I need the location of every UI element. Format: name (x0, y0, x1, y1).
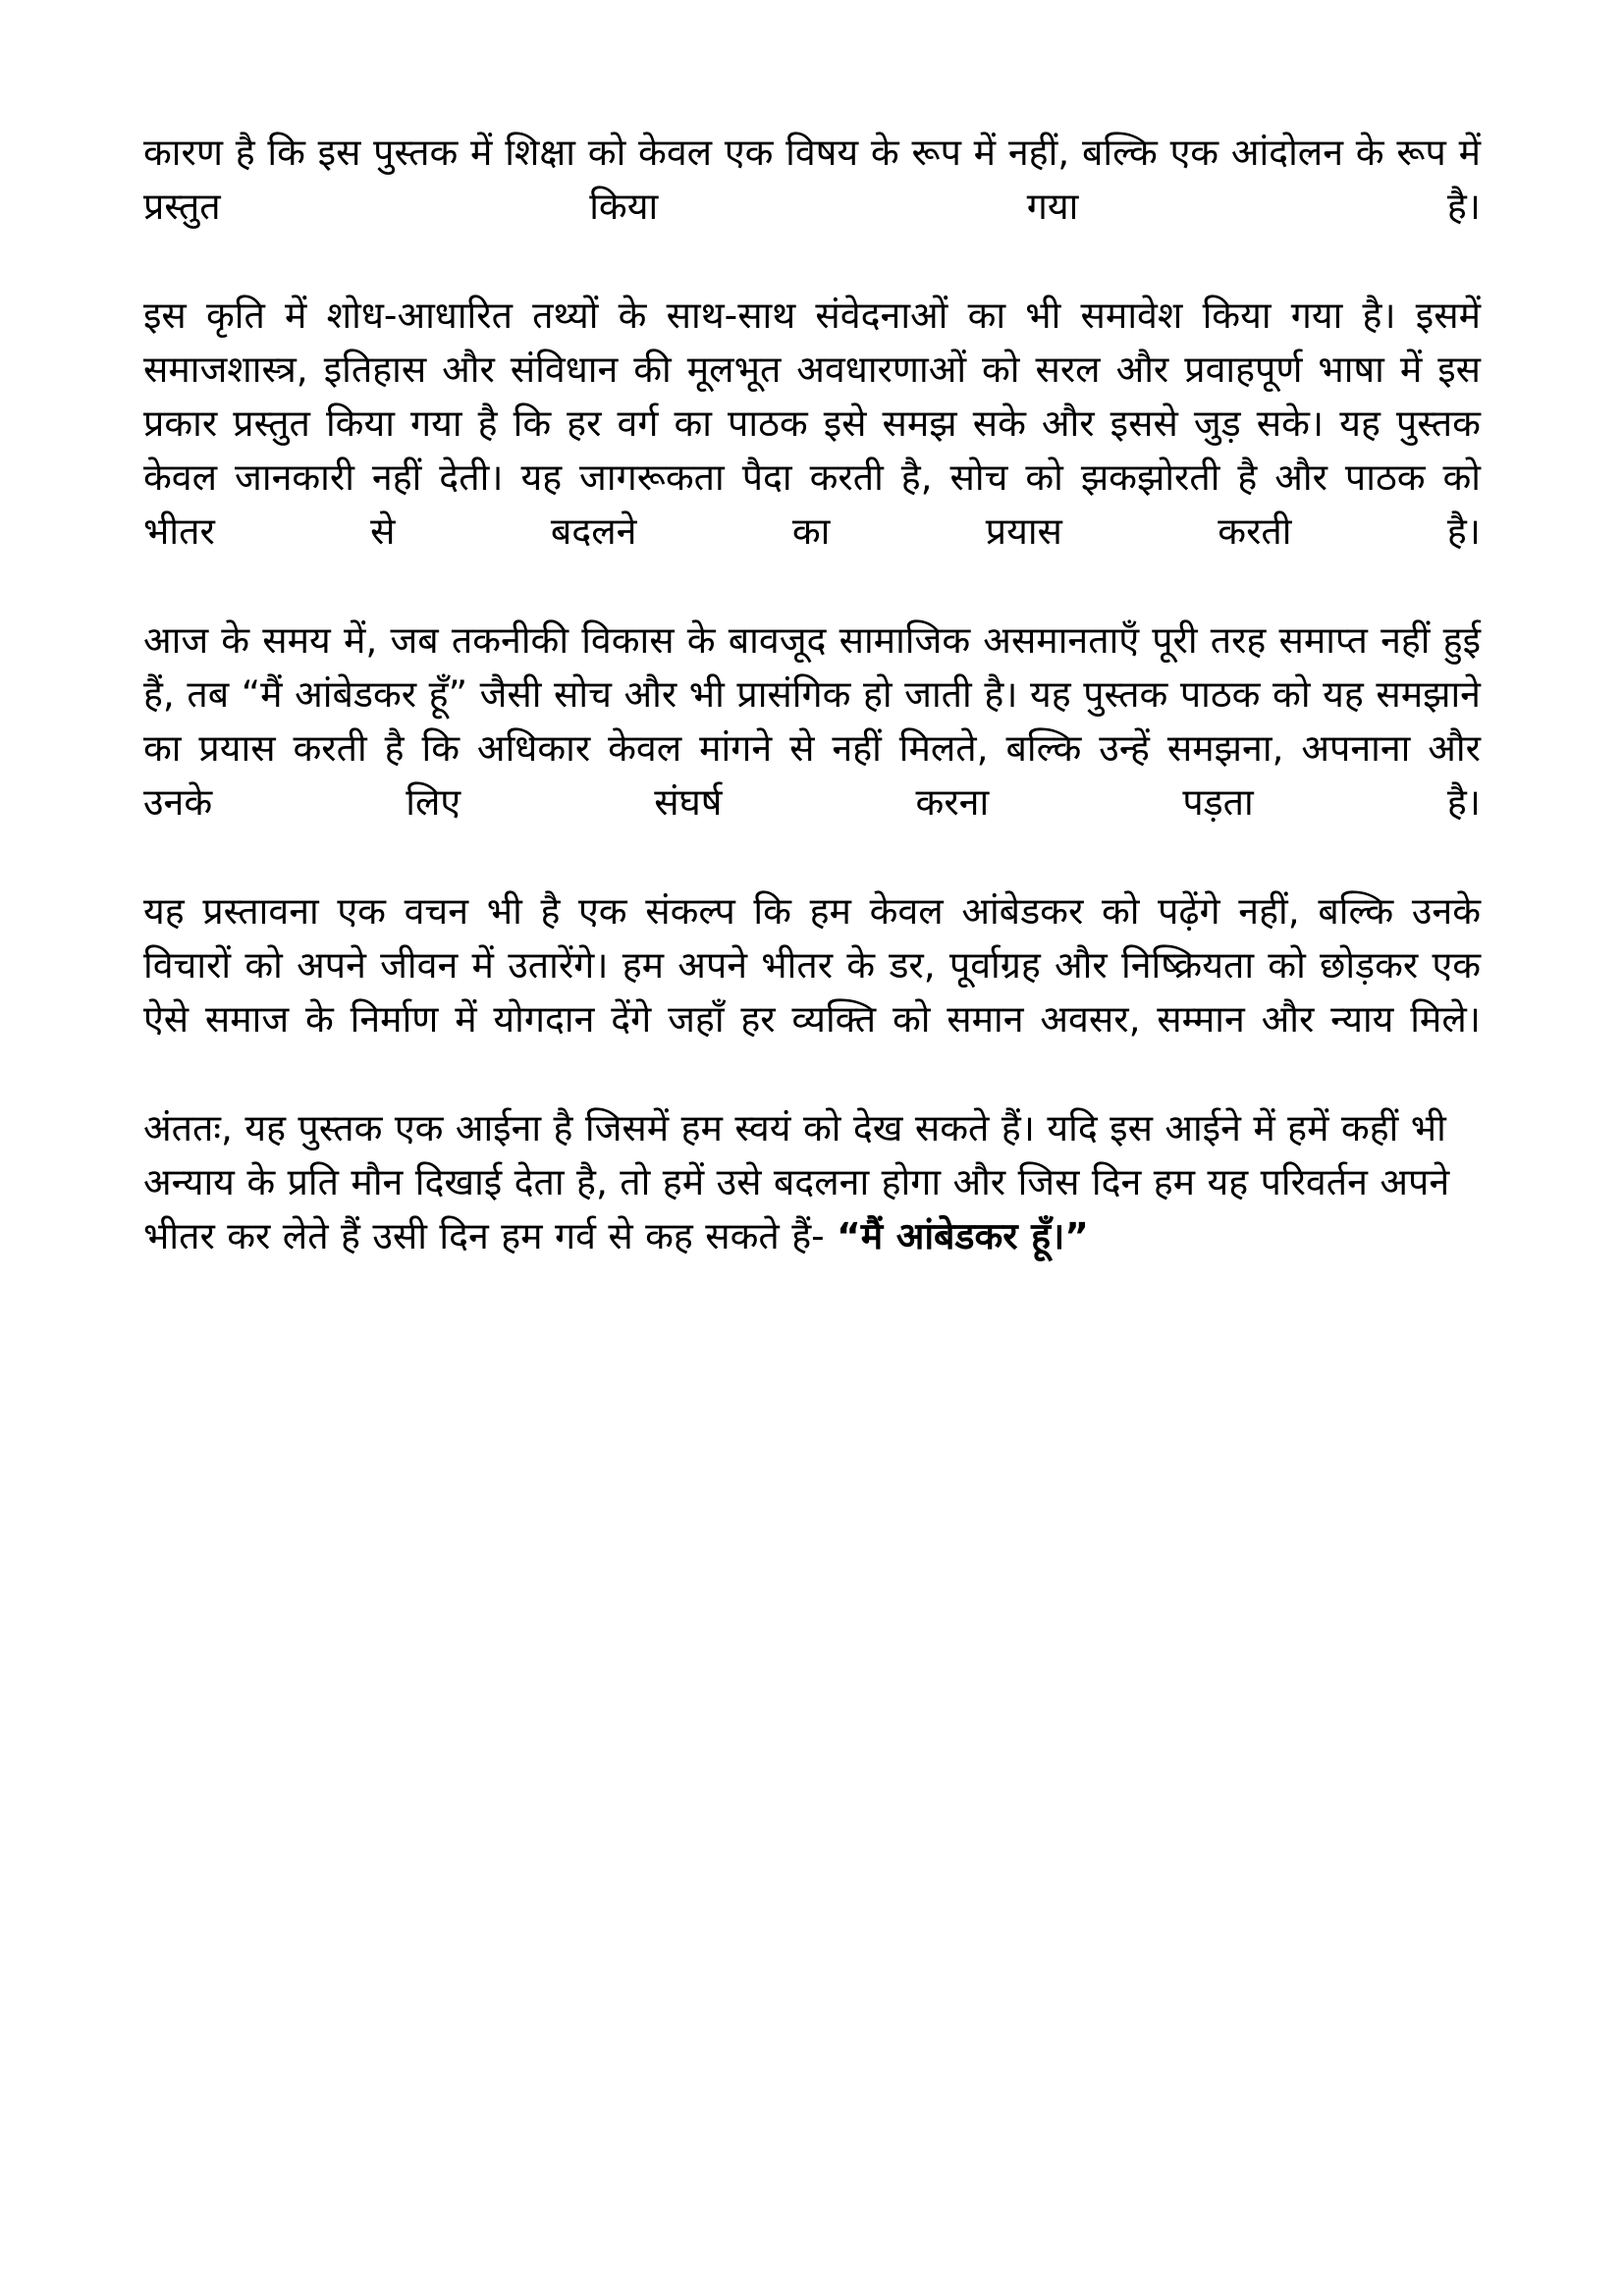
paragraph-3: आज के समय में, जब तकनीकी विकास के बावजूद सामाजिक असमानताएँ पूरी तरह समाप्त नहीं हुई हैं, तब “मैं आंबेडकर हूँ” जैसी सोच और भी प्रासंगिक हो जाती है। यह पुस्तक पाठक को यह समझाने का प्रयास करती है कि अधिकार केवल मांगने से नहीं मिलते, बल्कि उन्हें समझना, अपनाना और उनके लिए संघर्ष करना पड़ता है। (143, 617, 1481, 825)
text-column (143, 126, 1481, 1263)
paragraph-5 (143, 1101, 1481, 1264)
paragraph-2: इस कृति में शोध-आधारित तथ्यों के साथ-साथ संवेदनाओं का भी समावेश किया गया है। इसमें समाजशास्त्र, इतिहास और संविधान की मूलभूत अवधारणाओं को सरल और प्रवाहपूर्ण भाषा में इस प्रकार प्रस्तुत किया गया है कि हर वर्ग का पाठक इसे समझ सके और इससे जुड़ सके। यह पुस्तक केवल जानकारी नहीं देती। यह जागरूकता पैदा करती है, सोच को झकझोरती है और पाठक को भीतर से बदलने का प्रयास करती है। (143, 293, 1481, 554)
paragraph-5-emphasis-quote: “मैं आंबेडकर हूँ।” (837, 1214, 1089, 1258)
paragraph-4: यह प्रस्तावना एक वचन भी है एक संकल्प कि हम केवल आंबेडकर को पढ़ेंगे नहीं, बल्कि उनके विचारों को अपने जीवन में उतारेंगे। हम अपने भीतर के डर, पूर्वाग्रह और निष्क्रियता को छोड़कर एक ऐसे समाज के निर्माण में योगदान देंगे जहाँ हर व्यक्ति को समान अवसर, सम्मान और न्याय मिले। (143, 888, 1481, 1041)
paragraph-1: कारण है कि इस पुस्तक में शिक्षा को केवल एक विषय के रूप में नहीं, बल्कि एक आंदोलन के रूप में प्रस्तुत किया गया है। (143, 131, 1481, 229)
paragraph-5-lead-text: अंततः, यह पुस्तक एक आईना है जिसमें हम स्वयं को देख सकते हैं। यदि इस आईने में हमें कहीं भी अन्याय के प्रति मौन दिखाई देता है, तो हमें उसे बदलना होगा और जिस दिन हम यह परिवर्तन अपने भीतर कर लेते हैं उसी दिन हम गर्व से कह सकते हैं- (143, 1105, 1450, 1258)
